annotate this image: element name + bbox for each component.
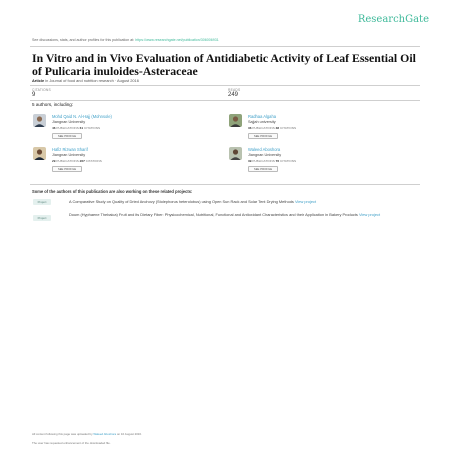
publication-count: 36 [248, 126, 252, 130]
author-avatar[interactable] [33, 114, 46, 127]
project-description [69, 199, 409, 204]
brand-logo[interactable]: ResearchGate [357, 14, 429, 25]
divider [30, 100, 420, 101]
author-avatar[interactable] [229, 147, 242, 160]
view-project-link[interactable]: View project [358, 212, 381, 217]
paper-title: In Vitro and in Vivo Evaluation of Antidiabetic Activity of Leaf Essential Oil of Pulicaria inuloides-Asteraceae [32, 51, 416, 78]
citation-count: 61 [79, 126, 84, 130]
author-card [33, 147, 223, 181]
project-tag[interactable]: Project [33, 215, 51, 221]
author-card [33, 114, 223, 148]
see-profile-button[interactable]: SEE PROFILE [248, 166, 278, 172]
author-affiliation: Jiangnan University [52, 120, 86, 124]
author-counts [248, 159, 296, 163]
author-name[interactable]: Waleed Aboshora [248, 147, 281, 152]
divider [30, 184, 420, 185]
discussion-line [32, 38, 219, 42]
citation-count: 38 [275, 126, 280, 130]
discussion-prefix: See discussions, stats, and author profiles for this publication at: [32, 38, 136, 42]
reads-value: 249 [228, 92, 239, 98]
publication-label: PUBLICATIONS [56, 126, 79, 130]
reads-label: READS [228, 88, 241, 92]
article-meta [32, 78, 139, 83]
author-counts [52, 126, 100, 130]
citations-value: 9 [32, 92, 36, 98]
author-affiliation: Jiangnan University [248, 153, 282, 157]
authors-heading: 5 authors, including: [32, 102, 74, 107]
publication-count: 39 [248, 159, 252, 163]
view-project-link[interactable]: View project [294, 199, 317, 204]
see-profile-button[interactable]: SEE PROFILE [52, 166, 82, 172]
author-counts [52, 159, 102, 163]
upload-suffix: on 10 August 2016. [116, 432, 142, 436]
author-affiliation: Jiangnan University [52, 153, 86, 157]
citation-label: CITATIONS [280, 159, 297, 163]
citation-count: 76 [275, 159, 280, 163]
author-name[interactable]: Hafiz Rizwan Sharif [52, 147, 88, 152]
enhancement-note: The user has requested enhancement of the downloaded file. [32, 441, 111, 445]
publication-url-link[interactable]: https://www.researchgate.net/publication/306006931 [135, 38, 219, 42]
upload-note [32, 432, 142, 436]
article-type: Article [32, 78, 45, 83]
author-avatar[interactable] [33, 147, 46, 160]
publication-label: PUBLICATIONS [252, 126, 275, 130]
journal-date: Journal of food and nutrition research · August 2016 [49, 78, 139, 83]
project-tag[interactable]: Project [33, 199, 51, 205]
author-name[interactable]: Mohd Qaid N. Al-Hajj (Mohnsole) [52, 114, 112, 119]
divider [30, 46, 420, 47]
author-counts [248, 126, 296, 130]
author-card [229, 147, 419, 181]
citations-label: CITATIONS [32, 88, 51, 92]
project-description [69, 212, 409, 217]
author-card [229, 114, 419, 148]
author-name[interactable]: Radhaa Algaha [248, 114, 276, 119]
author-avatar[interactable] [229, 114, 242, 127]
projects-heading: Some of the authors of this publication are also working on these related projects: [32, 189, 193, 194]
project-title: A Comparative Study on Quality of Dried Anchovy (Stolephorus heterolobus) using Open Sun Rack and Solar Tent Drying Methods [69, 199, 294, 204]
uploader-link[interactable]: Waleed Aboshora [93, 432, 117, 436]
citation-label: CITATIONS [280, 126, 297, 130]
publication-label: PUBLICATIONS [252, 159, 275, 163]
article-in: in [45, 78, 49, 83]
author-affiliation: Sajjah university [248, 120, 276, 124]
citation-label: CITATIONS [85, 159, 102, 163]
citation-count: 267 [79, 159, 85, 163]
divider [30, 85, 420, 86]
publication-count: 46 [52, 126, 56, 130]
project-title: Doum (Hyphaene Thebaica) Fruit and its Dietary Fiber: Physicochemical, Nutritional, Functional and Antioxidant Characteristics and their Application in Bakery Products [69, 212, 358, 217]
publication-count: 29 [52, 159, 56, 163]
see-profile-button[interactable]: SEE PROFILE [248, 133, 278, 139]
publication-label: PUBLICATIONS [56, 159, 79, 163]
citation-label: CITATIONS [84, 126, 101, 130]
see-profile-button[interactable]: SEE PROFILE [52, 133, 82, 139]
upload-prefix: All content following this page was uploaded by [32, 432, 94, 436]
